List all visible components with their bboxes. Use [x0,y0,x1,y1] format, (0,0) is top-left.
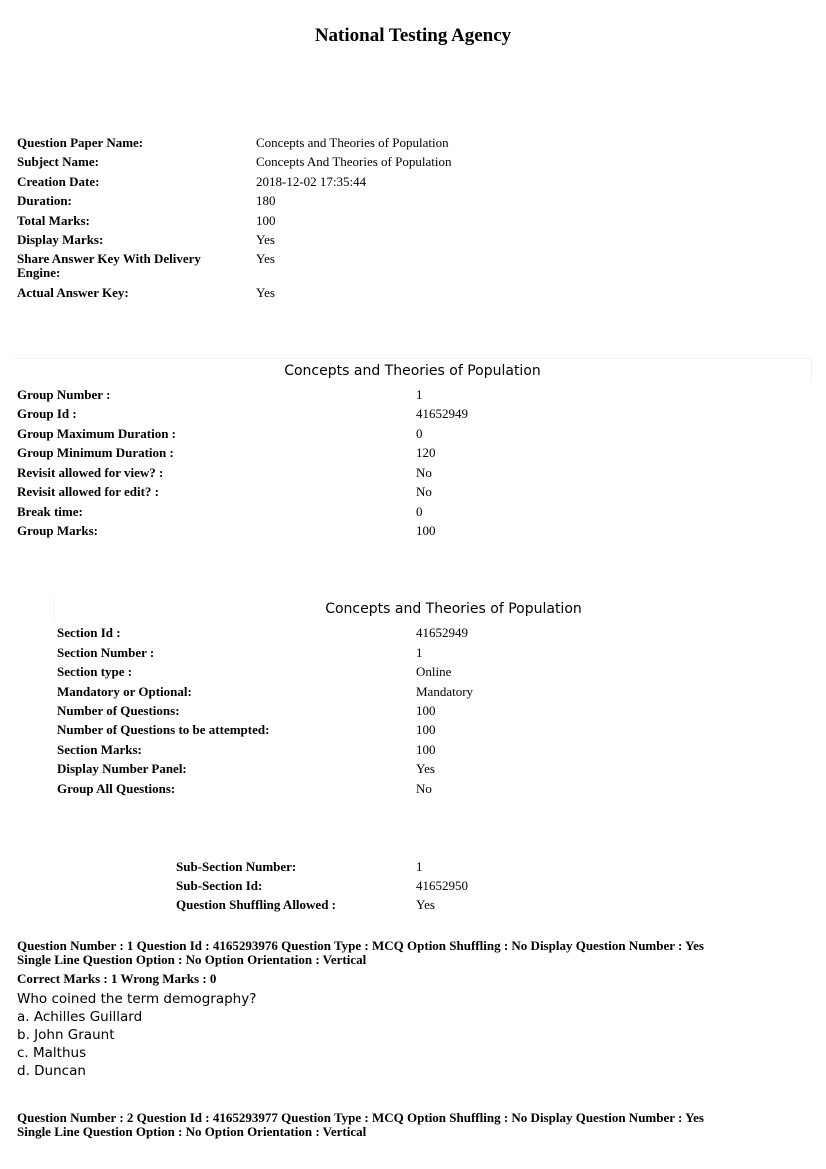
page-title: National Testing Agency [314,25,512,46]
question-option: c. Malthus [17,1045,87,1061]
question-meta: Question Number : 1 Question Id : 4165293976 Question Type : MCQ Option Shuffling : No Display Question Number : Yes [17,938,704,953]
question-meta: Question Number : 2 Question Id : 4165293977 Question Type : MCQ Option Shuffling : No Display Question Number : Yes [17,1110,704,1125]
section-banner: Concepts and Theories of Population [54,598,826,620]
question-option: d. Duncan [17,1063,86,1079]
group-banner: Concepts and Theories of Population [14,358,812,382]
question-option: a. Achilles Guillard [17,1009,143,1025]
question-option: b. John Graunt [17,1027,115,1043]
question-meta: Single Line Question Option : No Option Orientation : Vertical [17,952,367,967]
question-text: Who coined the term demography? [17,991,257,1007]
question-marks: Correct Marks : 1 Wrong Marks : 0 [17,971,217,986]
question-meta: Single Line Question Option : No Option Orientation : Vertical [17,1124,367,1139]
